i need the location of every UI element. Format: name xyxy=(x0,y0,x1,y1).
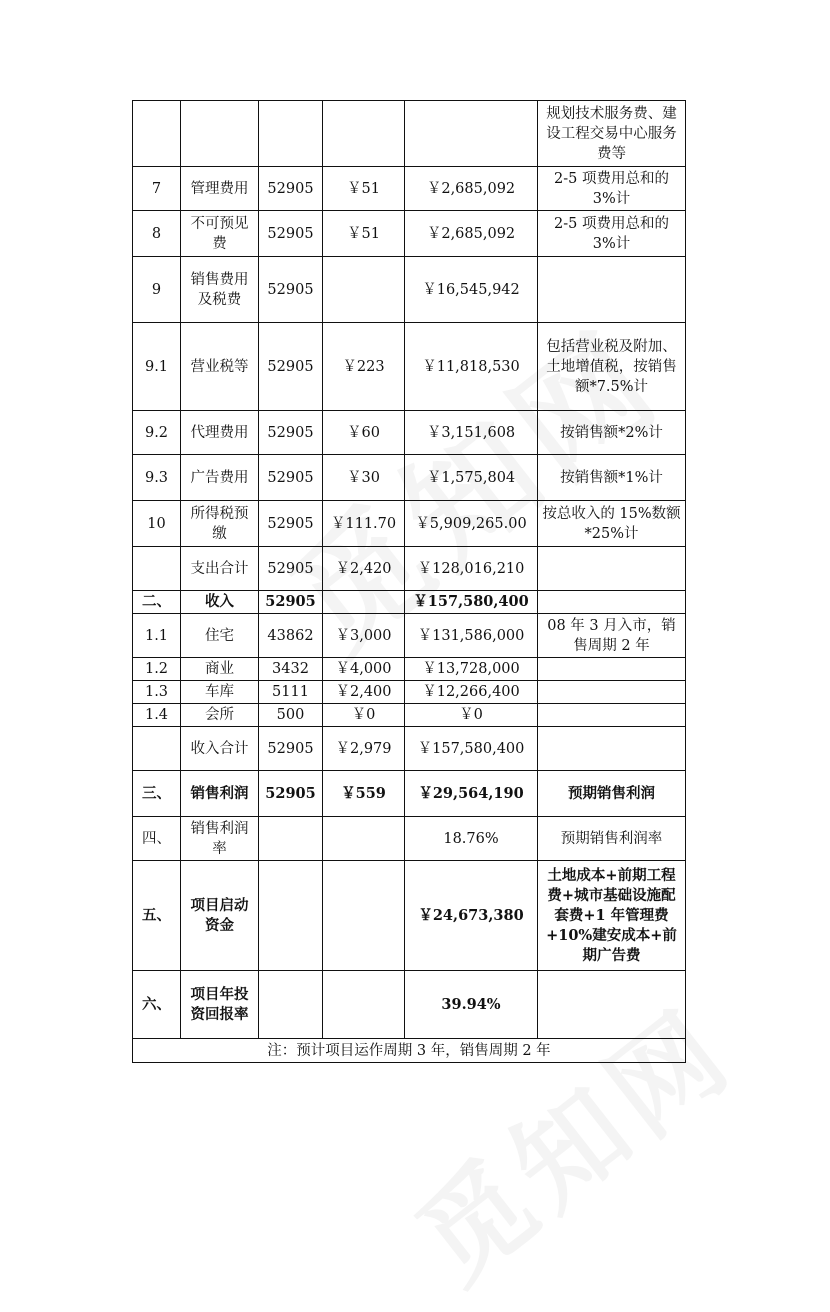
remark: 预期销售利润率 xyxy=(538,817,686,861)
unit-price: ￥51 xyxy=(323,167,405,211)
table-row xyxy=(133,411,686,455)
unit-price: ￥559 xyxy=(323,771,405,817)
remark xyxy=(538,681,686,704)
unit-price: ￥30 xyxy=(323,455,405,501)
area-value xyxy=(259,101,323,167)
unit-price: ￥0 xyxy=(323,704,405,727)
remark xyxy=(538,547,686,591)
remark: 按销售额*1%计 xyxy=(538,455,686,501)
remark xyxy=(538,658,686,681)
row-number: 8 xyxy=(133,211,181,257)
unit-price xyxy=(323,861,405,971)
area-value: 52905 xyxy=(259,323,323,411)
total-amount: ￥128,016,210 xyxy=(405,547,538,591)
row-number xyxy=(133,101,181,167)
item-name: 代理费用 xyxy=(181,411,259,455)
area-value: 52905 xyxy=(259,455,323,501)
footer-row xyxy=(133,1039,686,1063)
area-value: 52905 xyxy=(259,167,323,211)
unit-price xyxy=(323,817,405,861)
unit-price: ￥3,000 xyxy=(323,614,405,658)
unit-price: ￥2,420 xyxy=(323,547,405,591)
item-name: 车库 xyxy=(181,681,259,704)
area-value: 52905 xyxy=(259,501,323,547)
item-name: 管理费用 xyxy=(181,167,259,211)
row-number xyxy=(133,547,181,591)
item-name: 销售费用及税费 xyxy=(181,257,259,323)
area-value xyxy=(259,817,323,861)
item-name: 收入 xyxy=(181,591,259,614)
footer-note: 注：预计项目运作周期 3 年，销售周期 2 年 xyxy=(133,1039,686,1063)
total-amount: ￥24,673,380 xyxy=(405,861,538,971)
area-value xyxy=(259,971,323,1039)
area-value: 52905 xyxy=(259,591,323,614)
remark: 按总收入的 15%数额*25%计 xyxy=(538,501,686,547)
total-amount: ￥157,580,400 xyxy=(405,727,538,771)
table-row xyxy=(133,771,686,817)
total-amount: ￥0 xyxy=(405,704,538,727)
remark: 2-5 项费用总和的 3%计 xyxy=(538,167,686,211)
table-row xyxy=(133,591,686,614)
table-row xyxy=(133,257,686,323)
remark xyxy=(538,971,686,1039)
row-number: 9.2 xyxy=(133,411,181,455)
row-number: 四、 xyxy=(133,817,181,861)
item-name: 营业税等 xyxy=(181,323,259,411)
remark xyxy=(538,727,686,771)
area-value xyxy=(259,861,323,971)
row-number: 1.4 xyxy=(133,704,181,727)
row-number: 三、 xyxy=(133,771,181,817)
total-amount: ￥131,586,000 xyxy=(405,614,538,658)
table-row xyxy=(133,547,686,591)
total-amount: ￥12,266,400 xyxy=(405,681,538,704)
remark xyxy=(538,704,686,727)
remark: 包括营业税及附加、土地增值税，按销售额*7.5%计 xyxy=(538,323,686,411)
table-row xyxy=(133,727,686,771)
area-value: 5111 xyxy=(259,681,323,704)
total-amount: ￥5,909,265.00 xyxy=(405,501,538,547)
unit-price: ￥2,979 xyxy=(323,727,405,771)
area-value: 43862 xyxy=(259,614,323,658)
item-name: 会所 xyxy=(181,704,259,727)
table-row xyxy=(133,861,686,971)
item-name: 销售利润 xyxy=(181,771,259,817)
remark: 土地成本+前期工程费+城市基础设施配套费+1 年管理费+10%建安成本+前期广告费 xyxy=(538,861,686,971)
area-value: 52905 xyxy=(259,257,323,323)
table-row xyxy=(133,101,686,167)
row-number: 9 xyxy=(133,257,181,323)
row-number: 1.2 xyxy=(133,658,181,681)
total-amount: ￥16,545,942 xyxy=(405,257,538,323)
total-amount: ￥2,685,092 xyxy=(405,167,538,211)
total-amount: 39.94% xyxy=(405,971,538,1039)
remark: 预期销售利润 xyxy=(538,771,686,817)
row-number: 1.3 xyxy=(133,681,181,704)
table-row xyxy=(133,614,686,658)
table-row xyxy=(133,817,686,861)
item-name: 住宅 xyxy=(181,614,259,658)
row-number: 1.1 xyxy=(133,614,181,658)
unit-price: ￥60 xyxy=(323,411,405,455)
total-amount xyxy=(405,101,538,167)
remark: 08 年 3 月入市，销售周期 2 年 xyxy=(538,614,686,658)
row-number: 六、 xyxy=(133,971,181,1039)
row-number: 9.3 xyxy=(133,455,181,501)
total-amount: ￥2,685,092 xyxy=(405,211,538,257)
item-name: 商业 xyxy=(181,658,259,681)
unit-price: ￥223 xyxy=(323,323,405,411)
unit-price xyxy=(323,591,405,614)
row-number: 二、 xyxy=(133,591,181,614)
area-value: 52905 xyxy=(259,211,323,257)
table-row xyxy=(133,971,686,1039)
unit-price xyxy=(323,257,405,323)
item-name: 广告费用 xyxy=(181,455,259,501)
remark: 按销售额*2%计 xyxy=(538,411,686,455)
remark xyxy=(538,257,686,323)
unit-price: ￥51 xyxy=(323,211,405,257)
row-number: 9.1 xyxy=(133,323,181,411)
unit-price xyxy=(323,971,405,1039)
table-row xyxy=(133,501,686,547)
area-value: 500 xyxy=(259,704,323,727)
area-value: 52905 xyxy=(259,771,323,817)
row-number xyxy=(133,727,181,771)
item-name: 不可预见费 xyxy=(181,211,259,257)
total-amount: 18.76% xyxy=(405,817,538,861)
area-value: 3432 xyxy=(259,658,323,681)
total-amount: ￥157,580,400 xyxy=(405,591,538,614)
table-row xyxy=(133,681,686,704)
item-name: 项目年投资回报率 xyxy=(181,971,259,1039)
total-amount: ￥13,728,000 xyxy=(405,658,538,681)
row-number: 7 xyxy=(133,167,181,211)
area-value: 52905 xyxy=(259,547,323,591)
unit-price: ￥4,000 xyxy=(323,658,405,681)
table-row xyxy=(133,704,686,727)
remark: 2-5 项费用总和的 3%计 xyxy=(538,211,686,257)
table-row xyxy=(133,167,686,211)
table-row xyxy=(133,323,686,411)
item-name xyxy=(181,101,259,167)
total-amount: ￥3,151,608 xyxy=(405,411,538,455)
total-amount: ￥1,575,804 xyxy=(405,455,538,501)
table-row xyxy=(133,211,686,257)
item-name: 所得税预缴 xyxy=(181,501,259,547)
item-name: 收入合计 xyxy=(181,727,259,771)
total-amount: ￥11,818,530 xyxy=(405,323,538,411)
remark xyxy=(538,591,686,614)
unit-price xyxy=(323,101,405,167)
unit-price: ￥111.70 xyxy=(323,501,405,547)
area-value: 52905 xyxy=(259,411,323,455)
unit-price: ￥2,400 xyxy=(323,681,405,704)
row-number: 五、 xyxy=(133,861,181,971)
cost-income-table xyxy=(132,100,686,1063)
item-name: 销售利润率 xyxy=(181,817,259,861)
area-value: 52905 xyxy=(259,727,323,771)
table-row xyxy=(133,658,686,681)
table-row xyxy=(133,455,686,501)
total-amount: ￥29,564,190 xyxy=(405,771,538,817)
item-name: 项目启动资金 xyxy=(181,861,259,971)
remark: 规划技术服务费、建设工程交易中心服务费等 xyxy=(538,101,686,167)
row-number: 10 xyxy=(133,501,181,547)
item-name: 支出合计 xyxy=(181,547,259,591)
